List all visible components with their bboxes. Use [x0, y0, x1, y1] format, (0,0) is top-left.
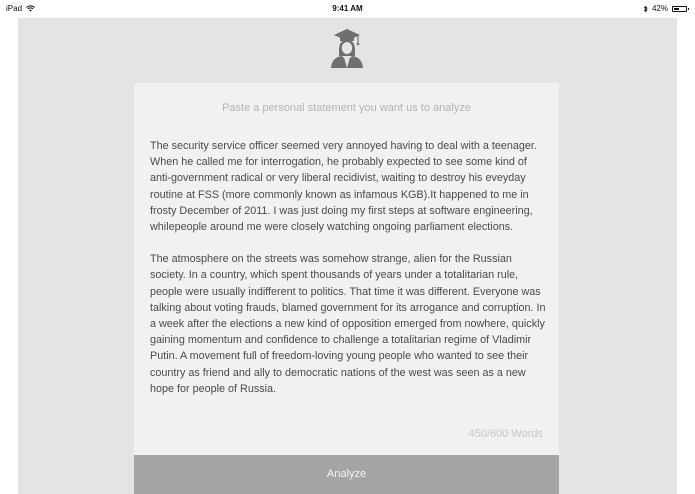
- status-right: [643, 4, 687, 13]
- statement-paragraph: The security service officer seemed very annoyed having to deal with a teenager. When he called me for interrogation, he probably expected to see some kind of anti-government radical or very liberal recidivist, waiting to destroy his eveyday routine at FSS (more commonly known as infamous KGB).It happened to me in frosty December of 2011. I was just doing my first steps at software engineering, whilepeople around me were closely watching ongoing parliament elections.: [150, 140, 537, 234]
- analyze-button[interactable]: Analyze: [134, 455, 559, 494]
- editor-placeholder: Paste a personal statement you want us to analyze: [222, 102, 471, 114]
- status-bar: [0, 0, 695, 18]
- battery-fill: [674, 8, 679, 10]
- bluetooth-icon: [643, 5, 648, 13]
- battery-percent: 42%: [651, 4, 668, 13]
- word-counter: 450/600 Words: [468, 428, 543, 440]
- statement-paragraph: The atmosphere on the streets was somehow strange, alien for the Russian society. In a country, which spent thousands of years under a totalitarian rule, people were usually indifferent to politics. That time it was different. Everyone was talking about voting frauds, blamed government for its arrogance and corruption. In a week after the elections a new kind of opposition emerged from nowhere, quickly gaining momentum and confidence to challenge a totalitarian regime of Vladimir Putin. A movement full of freedom-loving young people who wanted to see their country as friend and ally to democratic nations of the west was seen as a new hope for people of Russia.: [150, 253, 546, 395]
- status-time: 9:41 AM: [332, 4, 363, 13]
- battery-icon: [672, 6, 687, 12]
- device-label: iPad: [6, 4, 23, 13]
- statement-editor[interactable]: [134, 83, 559, 494]
- app-background: [18, 18, 677, 494]
- graduate-avatar-icon: [330, 28, 364, 68]
- statement-text-area[interactable]: [150, 138, 550, 413]
